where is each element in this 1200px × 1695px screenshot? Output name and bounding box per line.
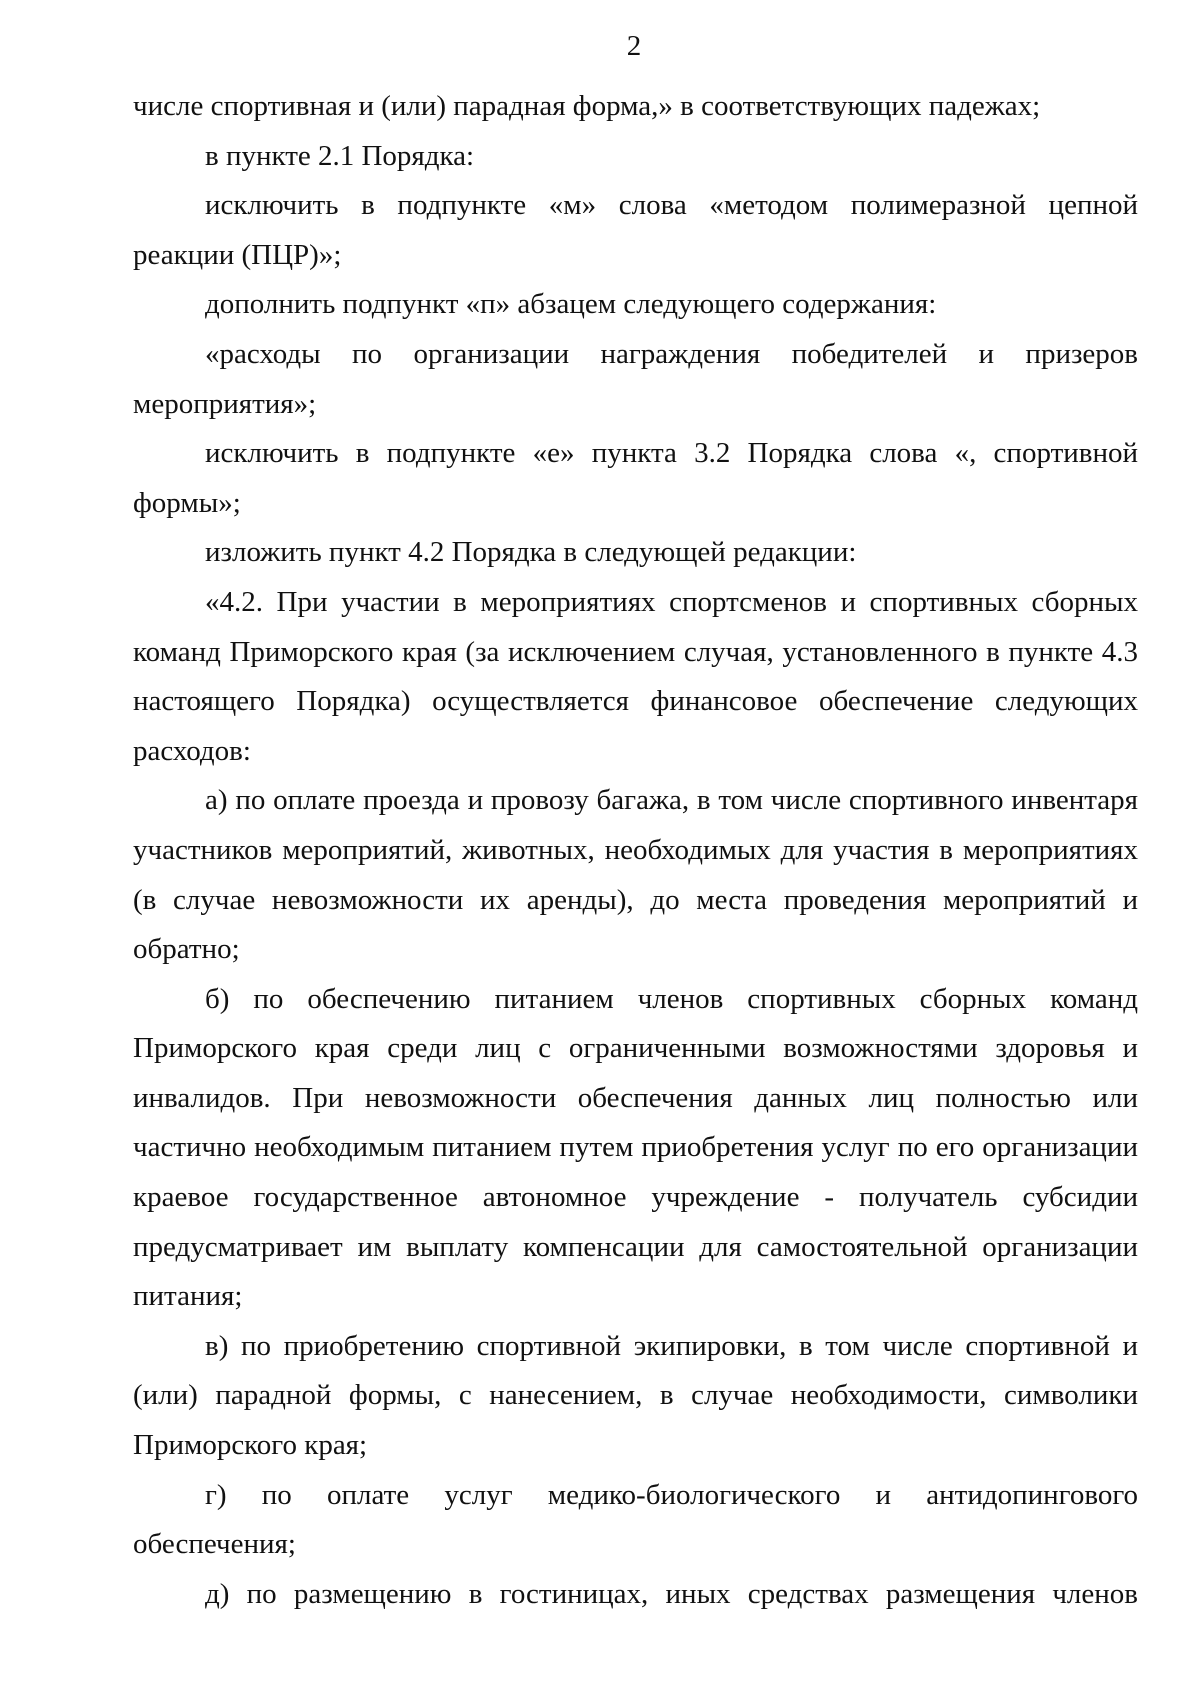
document-body	[133, 82, 1138, 1619]
paragraph: в) по приобретению спортивной экипировки, в том числе спортивной и (или) парадной формы, с нанесением, в случае необходимости, символики Приморского края;	[133, 1329, 1138, 1462]
paragraph: д) по размещению в гостиницах, иных средствах размещения членов	[205, 1577, 1138, 1610]
paragraph: «4.2. При участии в мероприятиях спортсменов и спортивных сборных команд Приморского края (за исключением случая, установленного в пункте 4.3 настоящего Порядка) осуществляется финансовое обеспечение следующих расходов:	[133, 585, 1138, 767]
paragraph: а) по оплате проезда и провозу багажа, в том числе спортивного инвентаря участников мероприятий, животных, необходимых для участия в мероприятиях (в случае невозможности их аренды), до места проведения мероприятий и обратно;	[133, 784, 1138, 966]
paragraph: числе спортивная и (или) парадная форма,» в соответствующих падежах;	[133, 90, 1041, 122]
paragraph: дополнить подпункт «п» абзацем следующего содержания:	[205, 288, 937, 321]
paragraph: г) по оплате услуг медико-биологического и антидопингового обеспечения;	[133, 1478, 1138, 1561]
paragraph: исключить в подпункте «м» слова «методом полимеразной цепной реакции (ПЦР)»;	[133, 189, 1138, 271]
paragraph: исключить в подпункте «е» пункта 3.2 Порядка слова «, спортивной формы»;	[133, 437, 1138, 519]
paragraph: б) по обеспечению питанием членов спортивных сборных команд Приморского края среди лиц с ограниченными возможностями здоровья и инвалидов. При невозможности обеспечения данных лиц полностью или частично необходимым питанием путем приобретения услуг по его организации краевое государственное автономное учреждение - получатель субсидии предусматривает им выплату компенсации для самостоятельной организации питания;	[133, 982, 1138, 1313]
page-number: 2	[626, 30, 642, 62]
paragraph: изложить пункт 4.2 Порядка в следующей редакции:	[205, 536, 857, 569]
paragraph: «расходы по организации награждения победителей и призеров мероприятия»;	[133, 337, 1138, 420]
paragraph: в пункте 2.1 Порядка:	[205, 139, 475, 172]
